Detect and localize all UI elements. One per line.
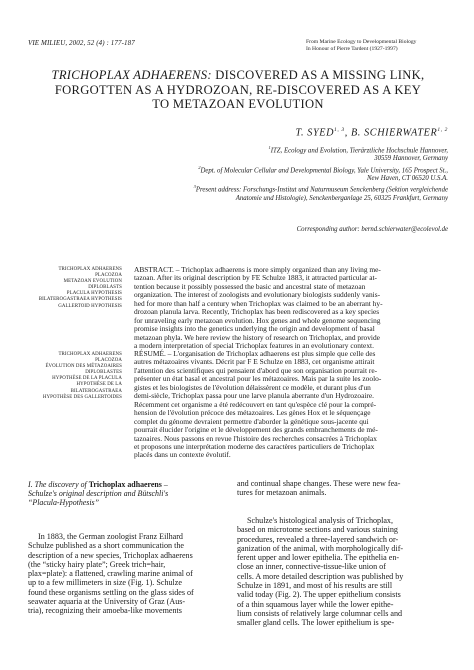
keyword: DIPLOBLASTS — [88, 285, 122, 291]
body-line: cells. A more detailed description was published by — [237, 571, 404, 581]
body-line: procedures, revealed a three-layered sandwich or- — [237, 534, 399, 544]
body-line: up to a few millimeters in size (Fig. 1). Schulze — [28, 578, 182, 588]
keyword: BILATEROGASTRAEA — [70, 388, 122, 394]
abstract-line: tention because it possibly possessed the basic and ancestral state of metazoan — [134, 281, 366, 291]
author-1: T. SYED — [295, 127, 335, 139]
affiliation-1-mark: 1 — [268, 145, 271, 150]
body-left-column — [28, 532, 233, 616]
corresponding-author: Corresponding author: bernd.schierwater@ecolevol.de — [296, 226, 448, 233]
body-line: found these organisms settling on the glass sides of — [28, 587, 194, 597]
series-running-head — [306, 39, 456, 53]
title-line-1: DISCOVERED AS A MISSING LINK, — [211, 68, 425, 82]
author-list — [295, 127, 448, 138]
affiliation-2-mark: 2 — [198, 164, 201, 170]
affiliation-3-mark: 3 — [193, 184, 196, 190]
abstract-english — [134, 266, 449, 351]
body-line: based on microtome sections and various staining — [237, 525, 398, 535]
resume-line: gistes et les biologistes de l'évolution délaissèrent ce modèle, et durant plus d'un — [134, 382, 371, 392]
body-line: (the “sticky hairy plate”; Greek trich=hair, — [28, 559, 166, 569]
abstract-line: promise insights into the genetics underlying the origin and development of basal — [134, 324, 375, 334]
keyword: DIPLOBLASTES — [85, 370, 122, 376]
keywords-french — [28, 352, 122, 401]
affiliation-3-line-2: Anatomie und Histologie), Senckenberganlage 25, 60325 Frankfurt, Germany — [235, 194, 448, 202]
resume-line: complet du génome devraient permettre d'aborder la génétique sous-jacente qui — [134, 416, 369, 426]
affiliation-3-line-1: Present address: Forschungs-Institut und Naturmuseum Senckenberg (Sektion vergleichende — [195, 186, 448, 194]
body-line: ganization of the animal, with morphologically dif- — [237, 543, 404, 553]
affiliation-2-line-2: New Haven, CT 06520 U.S.A. — [366, 175, 448, 183]
body-right-column — [237, 516, 449, 628]
keywords-english — [28, 267, 122, 310]
keyword: METAZOAN EVOLUTION — [63, 279, 122, 285]
abstract-line: for unraveling early metazoan evolution. Hox genes and whole genome sequencing — [134, 315, 381, 325]
body-line: and continual shape changes. These were new fea- — [237, 479, 401, 488]
keyword: HYPOTHÈSE DE LA — [76, 382, 122, 388]
keyword: ÉVOLUTION DES MÉTAZOAIRES — [45, 364, 122, 370]
body-line: Schulze in 1891, and most of his results are still — [237, 581, 393, 591]
body-line: seawater aquaria at the University of Graz (Aus- — [28, 597, 186, 607]
keyword: HYPOTHÈSE DE LA PLACULA — [52, 376, 122, 382]
body-line: tures for metazoan animals. — [237, 488, 327, 498]
affiliation-1 — [148, 144, 448, 164]
author-2: B. SCHIERWATER — [350, 127, 438, 139]
abstract-line: a modern interpretation of special Trichoplax features in an evolutionary context. — [134, 341, 374, 351]
body-line: lium consists of relatively large columnar cells and — [237, 608, 403, 618]
article-title — [28, 68, 448, 112]
body-line: Schulze's histological analysis of Trichoplax, — [247, 516, 394, 525]
affiliations — [148, 144, 448, 203]
abstract-line: metazoan phyla. We here review the history of research on Trichoplax, and provide — [134, 332, 380, 342]
body-line: ferent upper and lower epithelia. The epithelia en- — [237, 553, 400, 563]
body-line: smaller gland cells. The lower epithelium is spe- — [237, 618, 395, 628]
body-line: valid today (Fig. 2). The upper epithelium consists — [237, 590, 401, 600]
abstract-line: hed for more than half a century when Trichoplax was claimed to be an aberrant hy- — [134, 298, 383, 308]
body-right-column-top — [237, 479, 449, 498]
keyword: TRICHOPLAX ADHAERENS — [58, 267, 122, 272]
resume-line: Récemment cet organisme a été redécouvert en tant qu'espèce clé pour la compré- — [134, 399, 377, 409]
resume-line: RÉSUMÉ. – L'organisation de Trichoplax adhaerens est plus simple que celle des — [134, 349, 376, 358]
abstract-line: tazoan. After its original description by FE Schulze 1883, it attracted particular at- — [134, 273, 377, 283]
resume-line: pourrait élucider l'origine et le développement des grands embranchements de mé- — [134, 425, 378, 435]
affiliation-2-line-1: Dept. of Molecular Cellular and Developmental Biology, Yale University, 165 Prospect St., — [200, 166, 448, 174]
section-heading-dash: – — [161, 480, 168, 489]
body-line: tria), recognizing their amoeba-like movements — [28, 606, 182, 616]
title-line-3: TO METAZOAN EVOLUTION — [152, 97, 324, 111]
body-line: Schulze published as a short communication the — [28, 541, 184, 551]
resume-line: et proposons une interprétation moderne des caractères particuliers de Trichoplax — [134, 441, 375, 451]
resume-line: autres métazoaires vivants. Décrit par F E Schulze en 1883, cet organisme attirait — [134, 357, 375, 367]
keyword: TRICHOPLAX ADHAERENS — [58, 352, 122, 357]
section-heading-line-2: Schulze's original description and Bütschli's — [28, 489, 169, 499]
affiliation-3 — [148, 183, 448, 203]
series-line-2: In Honour of Pierre Tardent (1927-1997) — [306, 46, 398, 52]
resume-line: demi-siècle, Trichoplax passa pour une larve planula aberrante d'un Hydrozoaire. — [134, 391, 375, 401]
abstract-line: organization. The interest of zoologists and evolutionary biologists suddenly vanis- — [134, 290, 381, 300]
body-line: In 1883, the German zoologist Franz Eilhard — [38, 532, 183, 541]
resume-line: placés dans un contexte évolutif. — [134, 450, 231, 460]
resume-line: présenter un état basal et ancestral pour les métazoaires. Mais par la suite les zoolo- — [134, 374, 382, 384]
title-species: TRICHOPLAX ADHAERENS: — [51, 68, 212, 82]
section-heading — [28, 480, 233, 508]
resume-line: hension de l'évolution précoce des métazoaires. Les gènes Hox et le séquençage — [134, 408, 371, 418]
resume-line: tazoaires. Nous passons en revue l'histoire des recherches consacrées à Trichoplax — [134, 433, 377, 443]
affiliation-1-line-2: 30559 Hannover, Germany — [374, 155, 448, 163]
author-1-affil: 1, 3 — [334, 127, 345, 133]
keyword: BILATEROGASTRAEA HYPOTHESIS — [38, 297, 122, 303]
affiliation-2 — [148, 164, 448, 184]
resume-line: l'attention des scientifiques qui pensaient d'abord que son organisation pourrait re- — [134, 365, 378, 375]
journal-running-head: VIE MILIEU, 2002, 52 (4) : 177-187 — [28, 39, 135, 47]
abstract-line: ABSTRACT. – Trichoplax adhaerens is more simply organized than any living me- — [134, 265, 381, 274]
body-line: close an inner, connective-tissue-like union of — [237, 562, 386, 572]
author-sep: , — [344, 127, 351, 139]
abstract-french — [134, 350, 449, 460]
abstract-line: drozoan planula larva. Recently, Trichoplax has been rediscovered as a key species — [134, 307, 380, 317]
keyword: PLACULA HYPOTHESIS — [66, 291, 122, 297]
body-line: description of a new species, Trichoplax adhaerens — [28, 550, 193, 560]
section-heading-species: Trichoplax adhaerens — [88, 480, 162, 489]
title-line-2: FORGOTTEN AS A HYDROZOAN, RE-DISCOVERED AS A KEY — [54, 82, 422, 97]
body-line: of a thin squamous layer while the lower epithe- — [237, 599, 394, 609]
keyword: HYPOTHÈSE DES GALLERTOIDES — [42, 394, 122, 400]
body-line: plax=plate): a flattened, crawling marine animal of — [28, 569, 193, 579]
section-heading-line-3: “Placula-Hypothesis” — [28, 498, 100, 508]
author-2-affil: 1, 2 — [437, 127, 448, 133]
keyword: GALLERTOID HYPOTHESIS — [58, 303, 122, 309]
section-heading-prefix: I. The discovery of — [28, 480, 89, 489]
keyword: PLACOZOA — [95, 358, 122, 364]
keyword: PLACOZOA — [95, 273, 122, 279]
affiliation-1-line-1: ITZ, Ecology and Evolution, Tierärztliche Hochschule Hannover, — [270, 147, 448, 155]
series-line-1: From Marine Ecology to Developmental Biology — [306, 39, 417, 45]
